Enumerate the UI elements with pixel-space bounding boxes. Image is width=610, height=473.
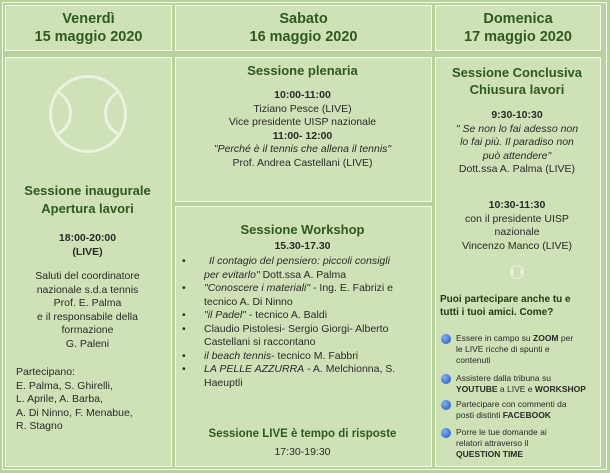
tennis-ball-icon	[49, 75, 127, 153]
text-line: Prof. E. Palma	[53, 297, 122, 309]
text-line: nazionale s.d.a tennis	[36, 283, 139, 296]
platform-name: ZOOM	[533, 333, 559, 343]
session-time: 15.30-17.30	[274, 240, 331, 252]
item-title: "il Padel"	[204, 309, 246, 321]
way-facebook	[456, 399, 598, 421]
text-line: A. Di Ninno, F. Menabue,	[16, 406, 133, 419]
text-line: Saluti del coordinatore	[35, 270, 140, 282]
bullet-icon	[441, 374, 451, 384]
session-title: Sessione plenaria	[247, 63, 358, 78]
saluti-block	[6, 270, 169, 351]
speaker: Dott.ssa A. Palma (LIVE)	[458, 163, 576, 175]
item-speaker: - tecnico A. Baldi	[245, 309, 328, 321]
friday-panel	[5, 57, 172, 467]
workshop-item	[182, 323, 422, 350]
item-title: il beach tennis	[204, 349, 272, 362]
speaker: Tiziano Pesce (LIVE)	[253, 102, 352, 115]
text: Essere in campo su	[456, 333, 534, 343]
text: posti distinti	[456, 410, 503, 420]
invite-line: Puoi partecipare anche tu e	[440, 294, 571, 305]
item-title: "Conoscere i materiali"	[204, 282, 311, 294]
day-name: Sabato	[279, 11, 328, 27]
item-speaker: - Ing. E. Fabrizi e	[310, 282, 393, 294]
text: le LIVE ricche di spunti e	[456, 344, 550, 354]
session-subtitle: Apertura lavori	[41, 201, 134, 216]
workshop-item	[182, 350, 422, 364]
partecipano-block	[16, 366, 133, 434]
partecipano-label: Partecipano:	[16, 366, 75, 378]
text-line: nazionale	[494, 226, 540, 238]
day-date: 17 maggio 2020	[464, 29, 572, 45]
item-speaker: - A. Melchionna, S.	[304, 363, 396, 375]
session-title: Sessione Conclusiva	[451, 65, 583, 80]
item-title: per evitarlo"	[204, 268, 260, 281]
text-line: formazione	[61, 324, 114, 336]
text-line: G. Paleni	[65, 337, 110, 350]
text: per	[558, 333, 574, 343]
session-time: 10:00-11:00	[274, 89, 331, 101]
platform-name: QUESTION TIME	[456, 449, 524, 459]
item-speaker: Haeuptli	[204, 376, 243, 389]
text: Assistere dalla tribuna su	[456, 373, 551, 383]
workshop-panel	[175, 206, 432, 467]
bullet-icon	[441, 400, 451, 410]
session-mode: (LIVE)	[72, 245, 103, 258]
quote-line: " Se non lo fai adesso non	[455, 122, 579, 135]
session-time: 18:00-20:00	[58, 232, 117, 244]
workshop-item	[182, 363, 422, 390]
speaker: Vincenzo Manco (LIVE)	[461, 239, 573, 252]
session-subtitle: Chiusura lavori	[469, 82, 565, 97]
invite-line: tutti i tuoi amici. Come?	[440, 307, 554, 318]
header-friday	[5, 5, 172, 51]
live-session-time: 17:30-19:30	[274, 446, 331, 458]
quote-line: lo fai più. Il paradiso non	[460, 136, 574, 148]
live-session-title: Sessione LIVE è tempo di risposte	[208, 428, 397, 440]
bullet-icon	[441, 334, 451, 344]
text-line: E. Palma, S. Ghirelli,	[16, 379, 113, 392]
item-speaker: Dott.ssa A. Palma	[259, 268, 347, 281]
day-date: 15 maggio 2020	[34, 29, 143, 45]
sunday-panel	[435, 57, 601, 467]
header-sunday	[435, 5, 601, 51]
way-zoom	[456, 333, 598, 366]
workshop-list	[182, 255, 422, 390]
text: Partecipare con commenti da	[456, 399, 567, 409]
workshop-item	[182, 255, 422, 282]
text-line: L. Aprile, A. Barba,	[16, 393, 103, 405]
item-title: Il contagio del pensiero: piccoli consigli	[209, 255, 390, 267]
text: a LIVE e	[497, 384, 535, 394]
platform-name: YOUTUBE	[456, 384, 498, 394]
text: contenuti	[456, 355, 491, 365]
text-line: R. Stagno	[16, 420, 63, 432]
text-line: con il presidente UISP	[465, 212, 569, 225]
header-saturday	[175, 5, 432, 51]
session-time: 11:00- 12:00	[272, 129, 333, 142]
speaker: Prof. Andrea Castellani (LIVE)	[232, 156, 373, 169]
item-speaker: tecnico A. Di Ninno	[204, 295, 293, 308]
talk-title: "Perché è il tennis che allena il tennis"	[213, 143, 392, 155]
text: relatori attraverso il	[456, 438, 529, 448]
session-time: 10:30-11:30	[488, 199, 546, 211]
quote-line: può attendere"	[482, 149, 552, 162]
session-title: Sessione inaugurale	[24, 183, 151, 198]
plenaria-panel	[175, 57, 432, 202]
day-date: 16 maggio 2020	[249, 29, 358, 45]
day-name: Domenica	[483, 11, 553, 27]
item-speaker: Castellani si raccontano	[204, 336, 316, 348]
workshop-item	[182, 309, 422, 323]
day-name: Venerdì	[62, 11, 115, 27]
bullet-icon	[441, 428, 451, 438]
item-speaker: Claudio Pistolesi- Sergio Giorgi- Alberto	[204, 322, 389, 335]
platform-name: FACEBOOK	[502, 410, 551, 420]
speaker-role: Vice presidente UISP nazionale	[228, 116, 377, 128]
text: Porre le tue domande ai	[456, 427, 547, 437]
platform-name: WORKSHOP	[534, 384, 586, 394]
session-time: 9:30-10:30	[491, 109, 543, 121]
way-youtube	[456, 373, 598, 395]
item-title: LA PELLE AZZURRA	[204, 363, 305, 375]
item-speaker: - tecnico M. Fabbri	[271, 349, 359, 362]
text-line: e il responsabile della	[37, 310, 138, 323]
tennis-ball-icon	[510, 265, 524, 279]
way-question-time	[456, 427, 598, 460]
session-title: Sessione Workshop	[240, 222, 365, 237]
workshop-item	[182, 282, 422, 309]
